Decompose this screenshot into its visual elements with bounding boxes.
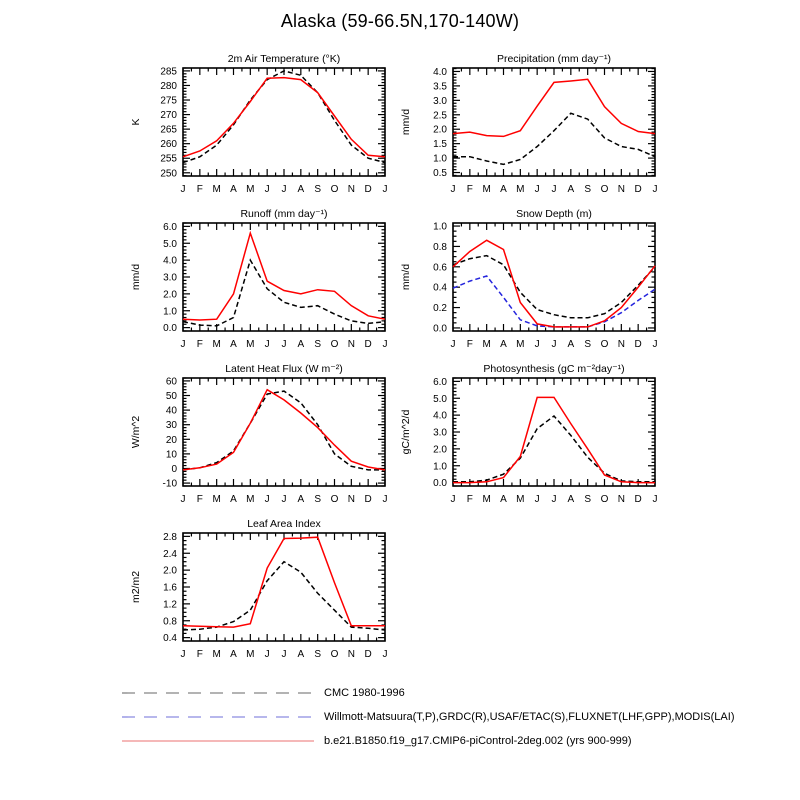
y-tick-labels [433,377,447,489]
svg-text:D: D [364,649,372,660]
svg-text:J: J [180,649,186,660]
chart-runoff [125,205,405,363]
svg-text:A: A [500,494,507,505]
x-tick-labels [181,494,388,505]
svg-text:A: A [567,494,575,505]
svg-text:1.0: 1.0 [433,461,447,473]
x-tick-labels [181,184,388,195]
svg-text:A: A [297,494,305,505]
svg-text:J: J [281,494,287,505]
svg-text:J: J [450,339,456,350]
svg-text:250: 250 [160,168,177,180]
svg-text:0.0: 0.0 [433,323,447,335]
svg-text:1.2: 1.2 [163,599,177,611]
legend-row-obs [120,710,735,723]
x-axis-ticks [183,378,385,486]
svg-text:0.0: 0.0 [433,478,447,490]
svg-text:0.4: 0.4 [163,633,177,645]
series-line [183,78,385,157]
svg-text:M: M [212,184,221,195]
series-line [183,390,385,470]
svg-text:J: J [450,184,456,195]
svg-text:275: 275 [160,95,177,107]
svg-text:D: D [634,339,642,350]
svg-text:280: 280 [160,80,177,92]
plot-frame [183,533,385,641]
legend-label: b.e21.B1850.f19_g17.CMIP6-piControl-2deg.002 (yrs 900-999) [324,734,632,747]
svg-text:A: A [567,184,575,195]
y-axis-ticks [183,223,385,331]
chart-title: Latent Heat Flux (W m⁻²) [225,363,343,375]
legend-row-cmc [120,686,735,699]
svg-text:J: J [551,494,557,505]
svg-text:M: M [516,494,525,505]
x-tick-labels [451,184,658,195]
y-axis-label: mm/d [400,263,412,291]
x-axis-ticks [453,68,655,176]
chart-latent-heat-flux [125,360,405,518]
svg-text:A: A [297,649,305,660]
plot-frame [183,378,385,486]
series-line [183,537,385,627]
svg-text:M: M [212,339,221,350]
svg-text:M: M [246,184,255,195]
svg-text:M: M [516,339,525,350]
svg-text:M: M [246,494,255,505]
legend-label: CMC 1980-1996 [324,686,405,699]
svg-text:2.0: 2.0 [433,444,447,456]
legend-label: Willmott-Matsuura(T,P),GRDC(R),USAF/ETAC(S),FLUXNET(LHF,GPP),MODIS(LAI) [324,710,735,723]
svg-text:S: S [584,494,592,505]
svg-text:F: F [196,494,203,505]
svg-text:A: A [230,649,237,660]
svg-text:0.5: 0.5 [433,168,447,180]
svg-text:D: D [364,184,372,195]
svg-text:J: J [264,184,270,195]
chart-precipitation [395,50,675,208]
svg-text:M: M [212,649,221,660]
svg-text:J: J [264,494,270,505]
x-axis-ticks [183,533,385,641]
y-axis-label: W/m^2 [130,415,142,449]
x-tick-labels [181,649,388,660]
svg-text:O: O [600,494,609,505]
svg-text:J: J [652,184,658,195]
svg-text:6.0: 6.0 [163,221,177,233]
svg-text:60: 60 [165,376,177,388]
series-line [453,256,655,318]
svg-text:A: A [230,184,237,195]
svg-text:O: O [330,494,339,505]
svg-text:2.0: 2.0 [163,289,177,301]
chart-2m-air-temperature [125,50,405,208]
series-line [453,79,655,136]
svg-text:50: 50 [165,391,177,403]
y-axis-ticks [183,68,385,176]
svg-text:J: J [281,649,287,660]
svg-text:2.0: 2.0 [163,565,177,577]
svg-text:0.2: 0.2 [433,303,447,315]
svg-text:S: S [314,339,322,350]
svg-text:0: 0 [171,463,177,475]
svg-text:3.5: 3.5 [433,81,447,93]
series-line [453,276,655,327]
svg-text:1.5: 1.5 [433,139,447,151]
x-tick-labels [451,494,658,505]
y-tick-labels [433,67,447,179]
svg-text:J: J [382,494,388,505]
chart-leaf-area-index [125,515,405,673]
svg-text:M: M [246,649,255,660]
svg-text:1.0: 1.0 [433,221,447,233]
svg-text:J: J [382,184,388,195]
svg-text:40: 40 [165,405,177,417]
svg-text:D: D [364,494,372,505]
svg-text:J: J [534,184,540,195]
series-line [453,240,655,327]
plot-frame [453,68,655,176]
series-line [183,391,385,470]
x-axis-ticks [183,223,385,331]
y-axis-label: m2/m2 [130,570,142,604]
svg-text:1.6: 1.6 [163,582,177,594]
svg-text:A: A [297,339,305,350]
svg-text:J: J [382,649,388,660]
svg-text:D: D [634,184,642,195]
svg-text:3.0: 3.0 [433,95,447,107]
svg-text:M: M [516,184,525,195]
svg-text:N: N [347,494,355,505]
svg-text:J: J [450,494,456,505]
svg-text:M: M [246,339,255,350]
svg-text:2.5: 2.5 [433,110,447,122]
svg-text:3.0: 3.0 [163,272,177,284]
plot-frame [183,68,385,176]
svg-text:A: A [230,494,237,505]
svg-text:N: N [347,339,355,350]
svg-text:M: M [482,184,491,195]
svg-text:A: A [567,339,575,350]
svg-text:0.8: 0.8 [163,616,177,628]
svg-text:10: 10 [165,449,177,461]
svg-text:J: J [534,494,540,505]
y-axis-ticks [183,536,385,637]
svg-text:F: F [196,649,203,660]
svg-text:J: J [180,339,186,350]
svg-text:N: N [617,339,625,350]
svg-text:J: J [652,339,658,350]
svg-text:A: A [297,184,305,195]
svg-text:4.0: 4.0 [433,66,447,78]
svg-text:M: M [212,494,221,505]
svg-text:F: F [466,184,473,195]
svg-text:30: 30 [165,420,177,432]
y-tick-labels [163,532,177,644]
svg-text:255: 255 [160,153,177,165]
svg-text:O: O [600,339,609,350]
svg-text:S: S [584,339,592,350]
x-tick-labels [451,339,658,350]
series-line [183,71,385,163]
svg-text:N: N [617,494,625,505]
svg-text:J: J [382,339,388,350]
y-axis-ticks [453,378,655,486]
x-axis-ticks [453,378,655,486]
svg-text:N: N [617,184,625,195]
legend-line-sample [120,734,316,748]
svg-text:1.0: 1.0 [163,306,177,318]
svg-text:S: S [584,184,592,195]
svg-text:S: S [314,494,322,505]
svg-text:F: F [466,339,473,350]
y-axis-label: mm/d [400,108,412,136]
svg-text:J: J [551,339,557,350]
svg-text:D: D [364,339,372,350]
svg-text:3.0: 3.0 [433,427,447,439]
y-axis-label: gC/m^2/d [400,409,412,455]
svg-text:5.0: 5.0 [163,238,177,250]
x-axis-ticks [183,68,385,176]
svg-text:J: J [652,494,658,505]
svg-text:D: D [634,494,642,505]
svg-text:A: A [500,184,507,195]
y-tick-labels [163,376,178,489]
chart-title: Snow Depth (m) [516,208,592,220]
y-axis-label: mm/d [130,263,142,291]
svg-text:0.4: 0.4 [433,282,447,294]
svg-text:4.0: 4.0 [163,255,177,267]
chart-photosynthesis [395,360,675,518]
svg-text:M: M [482,339,491,350]
svg-text:6.0: 6.0 [433,376,447,388]
series-line [183,562,385,630]
legend [120,686,735,758]
series-line [183,233,385,320]
svg-text:2.0: 2.0 [433,124,447,136]
svg-text:A: A [230,339,237,350]
svg-text:F: F [196,339,203,350]
svg-text:4.0: 4.0 [433,410,447,422]
svg-text:J: J [264,339,270,350]
svg-text:N: N [347,649,355,660]
svg-text:0.0: 0.0 [163,323,177,335]
svg-text:5.0: 5.0 [433,393,447,405]
page-title: Alaska (59-66.5N,170-140W) [280,11,520,31]
y-axis-ticks [183,378,385,486]
svg-text:S: S [314,649,322,660]
plot-frame [183,223,385,331]
chart-title: Runoff (mm day⁻¹) [240,208,328,220]
svg-text:J: J [281,184,287,195]
plot-frame [453,378,655,486]
x-tick-labels [181,339,388,350]
svg-text:O: O [330,649,339,660]
y-axis-label: K [130,118,142,126]
series-line [453,397,655,482]
svg-text:0.6: 0.6 [433,262,447,274]
y-tick-labels [160,66,177,179]
chart-title: Leaf Area Index [247,518,321,530]
y-tick-labels [433,222,447,335]
svg-text:O: O [330,339,339,350]
svg-text:285: 285 [160,66,177,78]
svg-text:-10: -10 [162,478,177,490]
svg-text:F: F [466,494,473,505]
y-axis-ticks [453,69,655,176]
svg-text:265: 265 [160,124,177,136]
svg-text:20: 20 [165,434,177,446]
svg-text:S: S [314,184,322,195]
svg-text:O: O [600,184,609,195]
svg-text:2.8: 2.8 [163,531,177,543]
chart-title: Photosynthesis (gC m⁻²day⁻¹) [483,363,625,375]
y-tick-labels [163,222,177,334]
chart-title: Precipitation (mm day⁻¹) [496,53,612,65]
svg-text:O: O [330,184,339,195]
svg-text:M: M [482,494,491,505]
svg-text:J: J [551,184,557,195]
svg-text:J: J [281,339,287,350]
svg-text:270: 270 [160,110,177,122]
svg-text:J: J [180,184,186,195]
legend-line-sample [120,710,316,724]
series-line [453,113,655,164]
svg-text:F: F [196,184,203,195]
chart-snow-depth [395,205,675,363]
svg-text:1.0: 1.0 [433,153,447,165]
svg-text:J: J [180,494,186,505]
svg-text:J: J [534,339,540,350]
series-line [453,416,655,482]
svg-text:A: A [500,339,507,350]
legend-row-model [120,734,735,747]
series-line [183,260,385,326]
legend-line-sample [120,686,316,700]
svg-text:2.4: 2.4 [163,548,177,560]
svg-text:0.8: 0.8 [433,241,447,253]
chart-title: 2m Air Temperature (°K) [227,53,341,65]
svg-text:260: 260 [160,139,177,151]
svg-text:N: N [347,184,355,195]
svg-text:J: J [264,649,270,660]
